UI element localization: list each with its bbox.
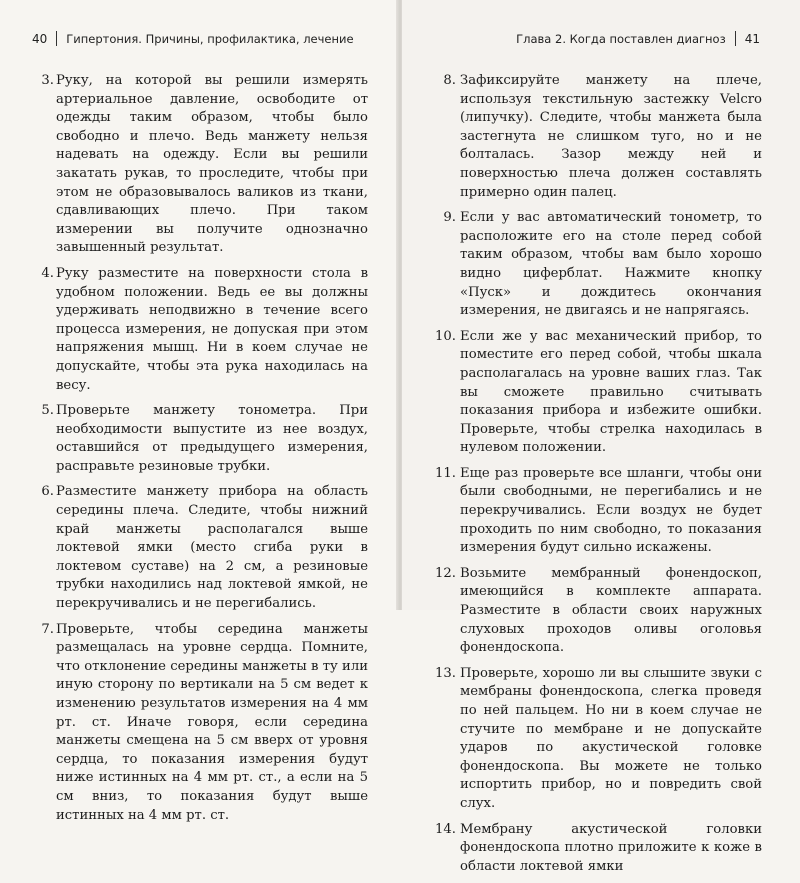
item-text: Еще раз проверьте все шланги, чтобы они были свободными, не перегибались и не перекручивались. Если воздух не будет проходить по ним свободно, то показания измерения будут сильно искажены. [460, 465, 762, 556]
header-divider [735, 31, 736, 46]
left-running-header [32, 31, 354, 46]
list-item [428, 565, 762, 658]
list-item [41, 402, 368, 476]
item-text: Мембрану акустической головки фонендоскопа плотно приложите к коже в области локтевой ямки [460, 821, 762, 874]
item-number: 6. [41, 484, 54, 500]
left-page-number: 40 [32, 31, 48, 46]
item-number: 5. [41, 403, 54, 419]
item-number: 10. [435, 328, 456, 344]
right-instruction-list [428, 72, 762, 883]
left-header-title: Гипертония. Причины, профилактика, лечение [66, 31, 354, 46]
item-text: Возьмите мембранный фонендоскоп, имеющийся в комплекте аппарата. Разместите в области своих наружных слуховых проходов оливы оголовья фонендоскопа. [460, 565, 762, 656]
item-text: Руку, на которой вы решили измерять артериальное давление, освободите от одежды таким образом, чтобы было свободно и плечо. Ведь манжету нельзя надевать на одежду. Если вы решили закатать рукав, то проследите, чтобы при этом не образовывалось валиков из ткани, сдавливающих плечо. При таком измерении вы получите однозначно завышенный результат. [56, 73, 368, 256]
list-item [41, 72, 368, 258]
item-number: 8. [443, 73, 456, 88]
item-number: 13. [435, 665, 456, 681]
left-page [0, 0, 398, 823]
left-instruction-list [41, 72, 368, 832]
item-number: 14. [435, 821, 456, 837]
item-number: 3. [41, 73, 54, 88]
list-item [428, 821, 762, 877]
list-item [41, 621, 368, 826]
item-number: 12. [435, 565, 456, 581]
item-number: 9. [443, 210, 456, 226]
item-text: Проверьте, чтобы середина манжеты размещалась на уровне сердца. Помните, что отклонение середины манжеты в ту или иную сторону по вертикали на 5 см ведет к изменению результатов измерения на 4 мм рт. ст. Иначе говоря, если середина манжеты смещена на 5 см вверх от уровня сердца, то показания измерения будут ниже истинных на 4 мм рт. ст., а если на 5 см вниз, то показания будут выше истинных на 4 мм рт. ст. [56, 621, 368, 823]
right-header-title: Глава 2. Когда поставлен диагноз [516, 31, 726, 46]
list-item [428, 209, 762, 321]
item-text: Зафиксируйте манжету на плече, используя текстильную застежку Velcro (липучку). Следите, чтобы манжета была застегнута не слишком туго, но и не болталась. Зазор между ней и поверхностью плеча должен составлять примерно один палец. [460, 73, 762, 200]
item-number: 7. [41, 621, 54, 637]
right-page [402, 0, 800, 874]
item-text: Если же у вас механический прибор, то поместите его перед собой, чтобы шкала располагалась на уровне ваших глаз. Так вы сможете правильно считывать показания прибора и избежите ошибки. Проверьте, чтобы стрелка находилась в нулевом положении. [460, 328, 762, 456]
list-item [428, 665, 762, 814]
header-divider [56, 31, 57, 46]
item-number: 11. [435, 465, 456, 481]
item-text: Проверьте манжету тонометра. При необходимости выпустите из нее воздух, оставшийся от предыдущего измерения, расправьте резиновые трубки. [56, 403, 368, 474]
right-running-header [516, 31, 760, 46]
item-text: Руку разместите на поверхности стола в удобном положении. Ведь ее вы должны удерживать неподвижно в течение всего процесса измерения, не допуская при этом напряжения мышц. Ни в коем случае не допускайте, чтобы эта рука находилась на весу. [56, 265, 368, 393]
list-item [428, 72, 762, 202]
item-text: Проверьте, хорошо ли вы слышите звуки с мембраны фонендоскопа, слегка проведя по ней пальцем. Но ни в коем случае не стучите по мембране и не допускайте ударов по акустической головке фонендоскопа. Вы можете не только испортить прибор, но и повредить свой слух. [460, 665, 762, 811]
item-text: Разместите манжету прибора на область середины плеча. Следите, чтобы нижний край манжеты располагался выше локтевой ямки (место сгиба руки в локтевом суставе) на 2 см, а резиновые трубки находились над локтевой ямкой, не перекручивались и не перегибались. [56, 484, 368, 612]
list-item [428, 328, 762, 458]
list-item [41, 483, 368, 613]
right-page-number: 41 [744, 31, 760, 46]
list-item [41, 265, 368, 395]
item-number: 4. [41, 265, 54, 281]
item-text: Если у вас автоматический тонометр, то расположите его на столе перед собой таким образом, чтобы вам было хорошо видно циферблат. Нажмите кнопку «Пуск» и дождитесь окончания измерения, не двигаясь и не напрягаясь. [460, 210, 762, 319]
list-item [428, 465, 762, 558]
